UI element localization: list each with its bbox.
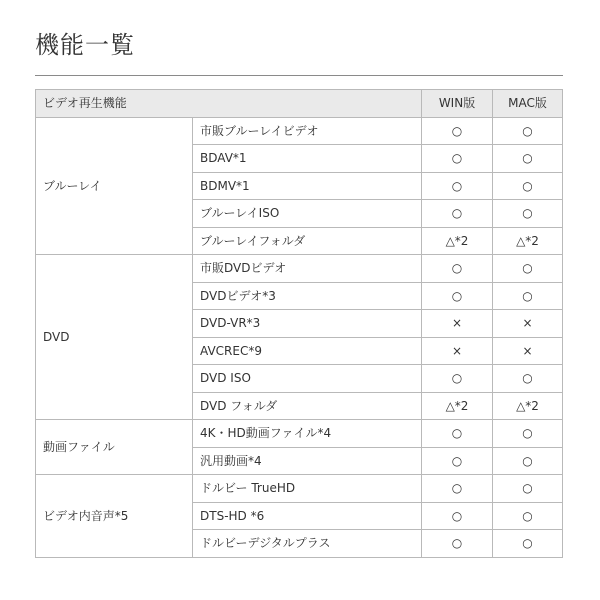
feature-name-cell: BDAV*1 [193, 145, 422, 173]
mac-support-cell: ○ [493, 282, 563, 310]
win-support-cell: ○ [422, 420, 493, 448]
mac-support-cell: ○ [493, 530, 563, 558]
feature-name-cell: DVD ISO [193, 365, 422, 393]
win-support-cell: ○ [422, 200, 493, 228]
mac-support-cell: △*2 [493, 392, 563, 420]
feature-name-cell: 4K・HD動画ファイル*4 [193, 420, 422, 448]
feature-name-cell: 市販ブルーレイビデオ [193, 117, 422, 145]
feature-name-cell: DVD-VR*3 [193, 310, 422, 338]
feature-name-cell: AVCREC*9 [193, 337, 422, 365]
mac-support-cell: × [493, 337, 563, 365]
mac-support-cell: ○ [493, 145, 563, 173]
win-support-cell: ○ [422, 475, 493, 503]
mac-support-cell: ○ [493, 365, 563, 393]
mac-support-cell: ○ [493, 200, 563, 228]
mac-support-cell: △*2 [493, 227, 563, 255]
feature-name-cell: ブルーレイフォルダ [193, 227, 422, 255]
feature-name-cell: DTS-HD *6 [193, 502, 422, 530]
mac-support-cell: ○ [493, 475, 563, 503]
table-row [36, 117, 563, 145]
mac-support-cell: ○ [493, 172, 563, 200]
header-mac: MAC版 [493, 90, 563, 118]
win-support-cell: ○ [422, 447, 493, 475]
win-support-cell: ○ [422, 365, 493, 393]
win-support-cell: △*2 [422, 392, 493, 420]
win-support-cell: ○ [422, 282, 493, 310]
win-support-cell: ○ [422, 172, 493, 200]
win-support-cell: ○ [422, 117, 493, 145]
feature-name-cell: BDMV*1 [193, 172, 422, 200]
header-win: WIN版 [422, 90, 493, 118]
header-feature: ビデオ再生機能 [36, 90, 422, 118]
category-cell: ブルーレイ [36, 117, 193, 255]
mac-support-cell: ○ [493, 420, 563, 448]
win-support-cell: ○ [422, 502, 493, 530]
win-support-cell: △*2 [422, 227, 493, 255]
feature-name-cell: 市販DVDビデオ [193, 255, 422, 283]
mac-support-cell: ○ [493, 502, 563, 530]
win-support-cell: × [422, 310, 493, 338]
win-support-cell: ○ [422, 255, 493, 283]
feature-name-cell: ドルビーデジタルプラス [193, 530, 422, 558]
table-row [36, 255, 563, 283]
win-support-cell: ○ [422, 530, 493, 558]
table-header-row [36, 90, 563, 118]
mac-support-cell: ○ [493, 447, 563, 475]
feature-name-cell: ブルーレイISO [193, 200, 422, 228]
category-cell: 動画ファイル [36, 420, 193, 475]
table-row [36, 420, 563, 448]
feature-name-cell: DVD フォルダ [193, 392, 422, 420]
win-support-cell: ○ [422, 145, 493, 173]
mac-support-cell: × [493, 310, 563, 338]
category-cell: ビデオ内音声*5 [36, 475, 193, 558]
feature-name-cell: ドルビー TrueHD [193, 475, 422, 503]
category-cell: DVD [36, 255, 193, 420]
feature-table [35, 89, 563, 558]
page-title: 機能一覧 [35, 31, 135, 59]
win-support-cell: × [422, 337, 493, 365]
table-row [36, 475, 563, 503]
mac-support-cell: ○ [493, 117, 563, 145]
title-divider [35, 75, 563, 76]
mac-support-cell: ○ [493, 255, 563, 283]
feature-name-cell: 汎用動画*4 [193, 447, 422, 475]
feature-name-cell: DVDビデオ*3 [193, 282, 422, 310]
